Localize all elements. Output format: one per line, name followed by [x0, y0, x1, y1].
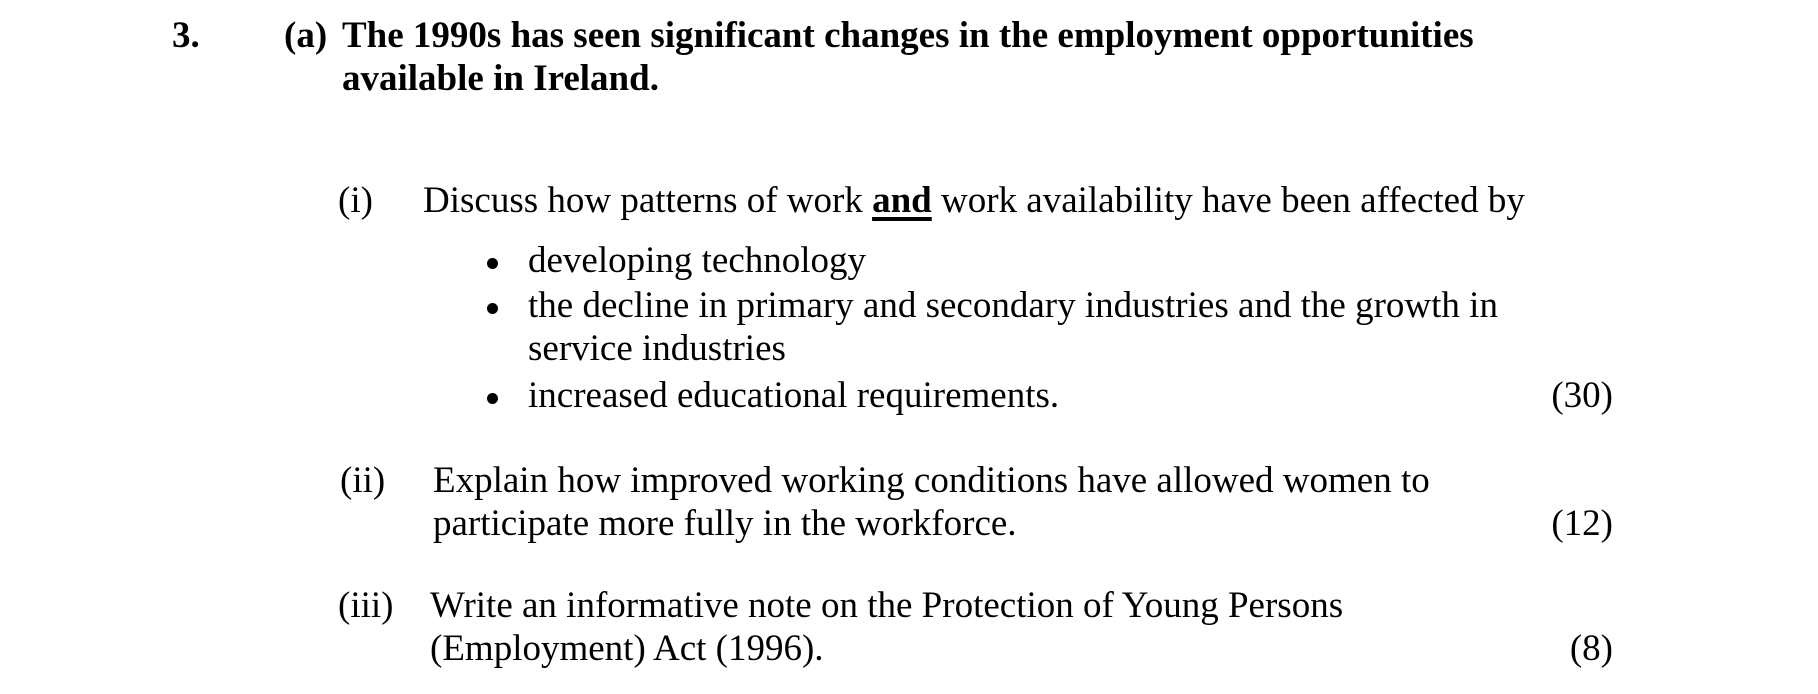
subquestion-i-label: (i) — [338, 180, 373, 221]
question-number: 3. — [172, 15, 200, 56]
bullet-item-label: increased educational requirements. — [528, 375, 1060, 416]
bullet-icon — [487, 303, 498, 314]
subquestion-i-text — [423, 179, 1673, 222]
subquestion-iii-label: (iii) — [338, 585, 394, 626]
bullet-icon — [487, 258, 498, 269]
subquestion-i-emphasized-word: and — [872, 180, 932, 221]
bullet-item-industries — [430, 284, 1528, 370]
question-heading: The 1990s has seen significant changes in the employment opportunities available in Ireland. — [342, 15, 1474, 99]
subquestion-i-bullet-list — [430, 239, 1528, 417]
bullet-item-education — [430, 374, 1528, 417]
marks-subquestion-ii: (12) — [1551, 503, 1613, 544]
marks-subquestion-iii: (8) — [1569, 628, 1613, 669]
marks-subquestion-i: (30) — [1551, 375, 1613, 416]
subquestion-i-text-after: work availability have been affected by — [931, 180, 1525, 221]
part-label: (a) — [284, 15, 328, 56]
subquestion-iii-text: Write an informative note on the Protection of Young Persons (Employment) Act (1996). — [430, 585, 1344, 669]
bullet-item-label: the decline in primary and secondary industries and the growth in service industries — [528, 285, 1498, 369]
subquestion-ii-label: (ii) — [340, 460, 386, 501]
bullet-item-technology — [430, 239, 1528, 282]
bullet-item-label: developing technology — [528, 240, 867, 281]
subquestion-i-text-before: Discuss how patterns of work — [423, 180, 873, 221]
bullet-icon — [487, 393, 498, 404]
subquestion-ii-text: Explain how improved working conditions have allowed women to participate more fully in the workforce. — [433, 460, 1430, 544]
